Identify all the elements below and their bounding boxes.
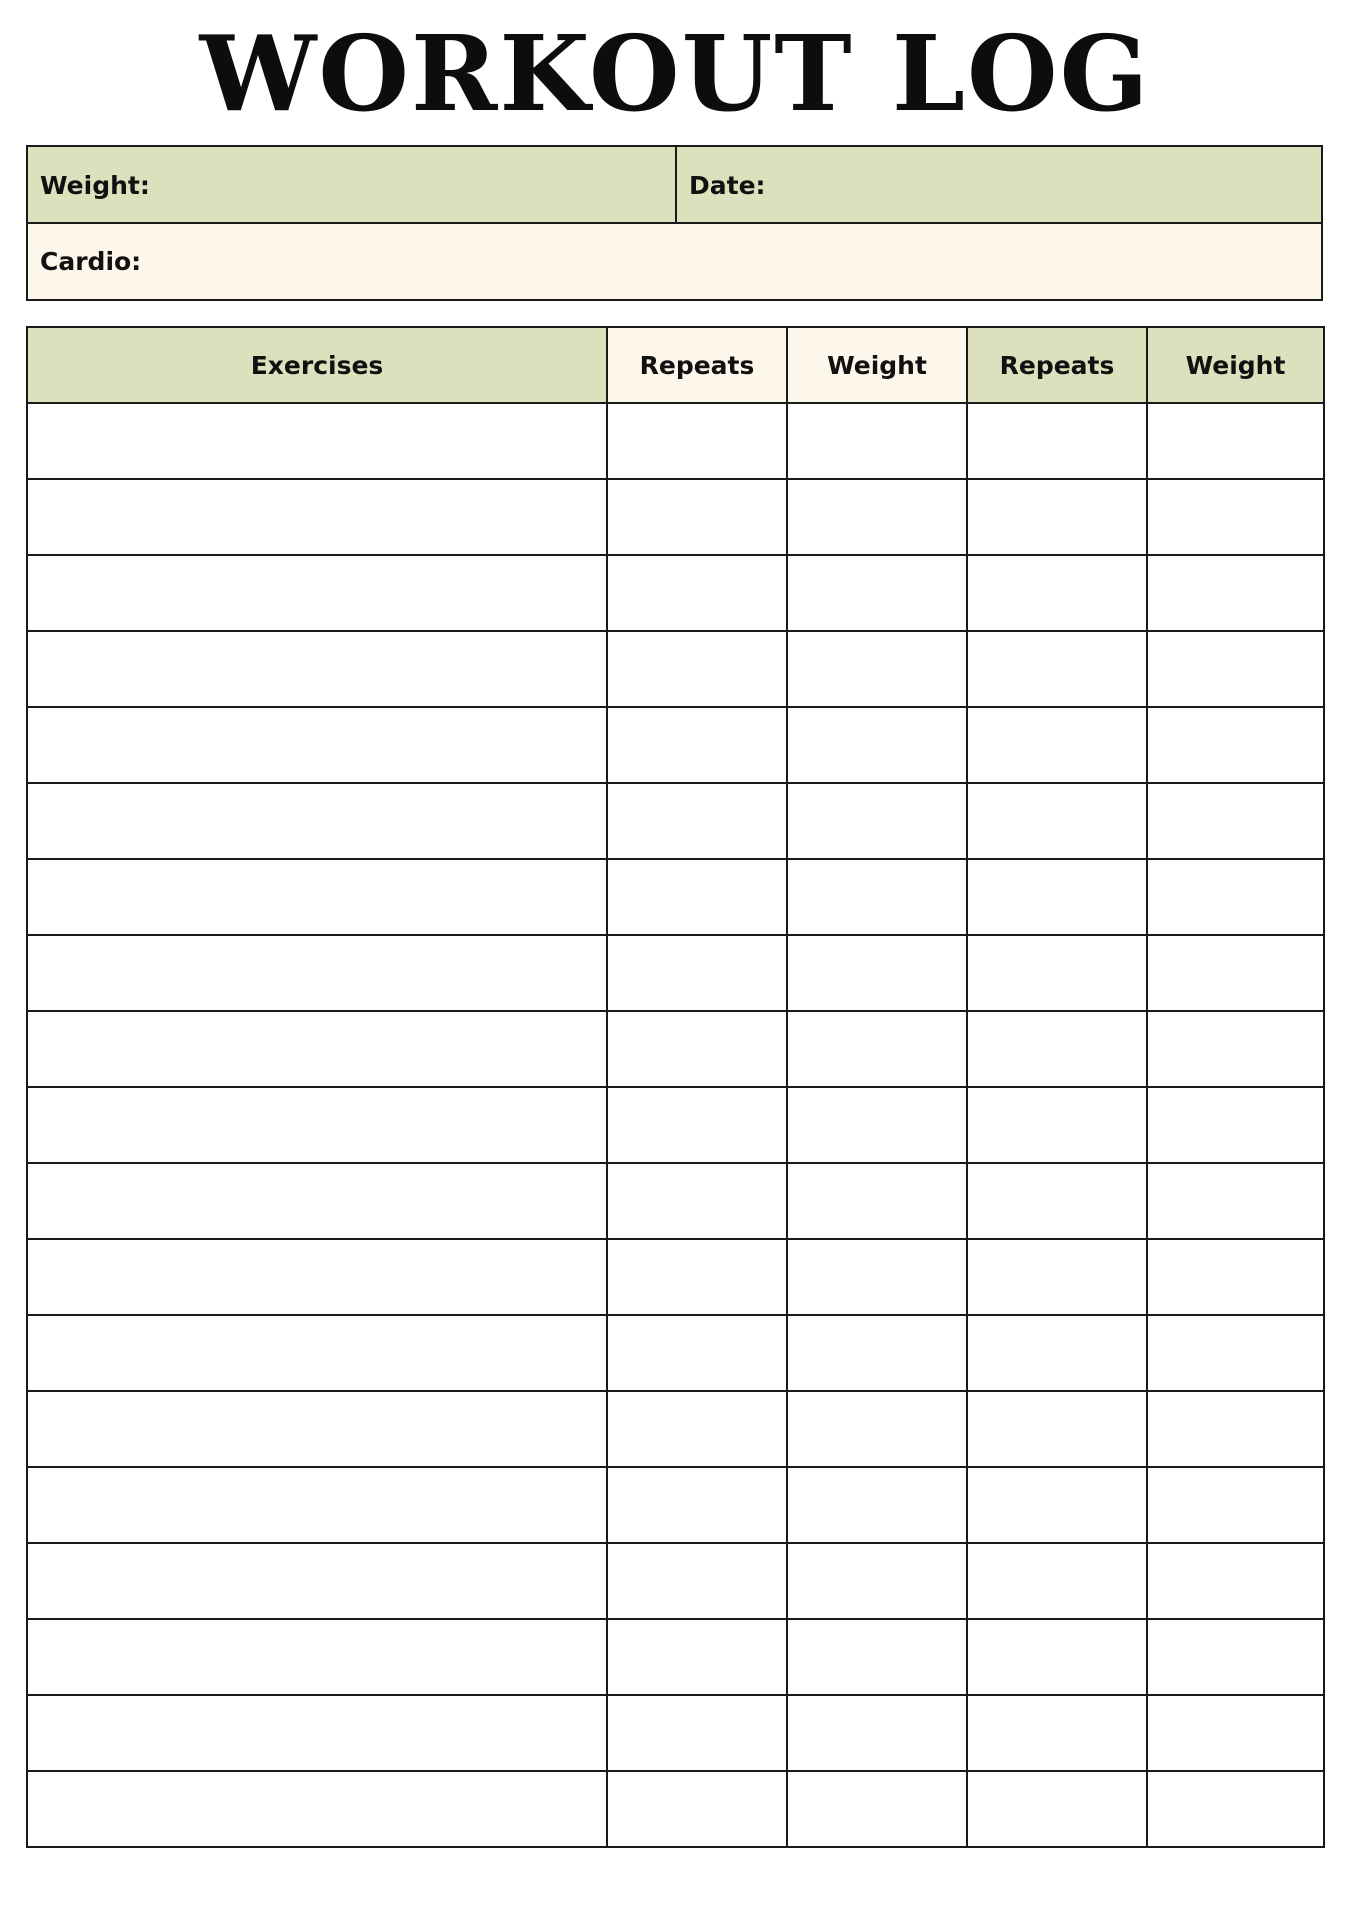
table-row xyxy=(27,1695,1324,1771)
repeats-cell-1[interactable] xyxy=(607,1391,787,1467)
weight-cell-2[interactable] xyxy=(1147,935,1324,1011)
weight-cell-1[interactable] xyxy=(787,1391,967,1467)
repeats-cell-1[interactable] xyxy=(607,1087,787,1163)
date-label: Date: xyxy=(689,171,766,200)
weight-cell-2[interactable] xyxy=(1147,783,1324,859)
weight-cell-1[interactable] xyxy=(787,1163,967,1239)
weight-cell-1[interactable] xyxy=(787,935,967,1011)
repeats-cell-2[interactable] xyxy=(967,707,1147,783)
weight-cell-1[interactable] xyxy=(787,479,967,555)
weight-cell-2[interactable] xyxy=(1147,479,1324,555)
weight-cell-1[interactable] xyxy=(787,1619,967,1695)
table-row xyxy=(27,1163,1324,1239)
weight-cell-2[interactable] xyxy=(1147,1239,1324,1315)
exercise-cell[interactable] xyxy=(27,1543,607,1619)
weight-cell-2[interactable] xyxy=(1147,1163,1324,1239)
weight-cell-1[interactable] xyxy=(787,1771,967,1847)
date-field[interactable] xyxy=(677,147,1321,222)
repeats-cell-2[interactable] xyxy=(967,1163,1147,1239)
table-row xyxy=(27,479,1324,555)
weight-label: Weight: xyxy=(40,171,150,200)
exercise-cell[interactable] xyxy=(27,1163,607,1239)
weight-cell-2[interactable] xyxy=(1147,403,1324,479)
exercise-cell[interactable] xyxy=(27,631,607,707)
weight-cell-2[interactable] xyxy=(1147,1011,1324,1087)
exercise-cell[interactable] xyxy=(27,859,607,935)
exercise-cell[interactable] xyxy=(27,1695,607,1771)
repeats-cell-2[interactable] xyxy=(967,1771,1147,1847)
table-body xyxy=(27,403,1324,1847)
table-row xyxy=(27,1087,1324,1163)
weight-cell-2[interactable] xyxy=(1147,859,1324,935)
repeats-cell-1[interactable] xyxy=(607,1239,787,1315)
weight-cell-2[interactable] xyxy=(1147,1087,1324,1163)
exercise-cell[interactable] xyxy=(27,479,607,555)
repeats-cell-2[interactable] xyxy=(967,1391,1147,1467)
repeats-cell-2[interactable] xyxy=(967,1619,1147,1695)
repeats-cell-2[interactable] xyxy=(967,935,1147,1011)
table-row xyxy=(27,1619,1324,1695)
repeats-cell-1[interactable] xyxy=(607,707,787,783)
repeats-cell-2[interactable] xyxy=(967,1239,1147,1315)
repeats-cell-2[interactable] xyxy=(967,1543,1147,1619)
col-header-exercises: Exercises xyxy=(27,327,607,403)
repeats-cell-2[interactable] xyxy=(967,1315,1147,1391)
repeats-cell-1[interactable] xyxy=(607,1695,787,1771)
weight-cell-2[interactable] xyxy=(1147,1771,1324,1847)
weight-cell-2[interactable] xyxy=(1147,1543,1324,1619)
exercise-cell[interactable] xyxy=(27,1239,607,1315)
weight-cell-2[interactable] xyxy=(1147,555,1324,631)
repeats-cell-2[interactable] xyxy=(967,631,1147,707)
col-header-weight-1: Weight xyxy=(787,327,967,403)
info-box xyxy=(26,145,1323,301)
repeats-cell-2[interactable] xyxy=(967,783,1147,859)
exercise-cell[interactable] xyxy=(27,403,607,479)
exercise-cell[interactable] xyxy=(27,935,607,1011)
cardio-field[interactable] xyxy=(28,224,1321,299)
repeats-cell-1[interactable] xyxy=(607,1619,787,1695)
weight-cell-2[interactable] xyxy=(1147,631,1324,707)
weight-cell-2[interactable] xyxy=(1147,1467,1324,1543)
exercise-cell[interactable] xyxy=(27,1087,607,1163)
repeats-cell-2[interactable] xyxy=(967,1087,1147,1163)
workout-table xyxy=(26,326,1325,1848)
exercise-cell[interactable] xyxy=(27,1315,607,1391)
repeats-cell-2[interactable] xyxy=(967,1695,1147,1771)
weight-cell-1[interactable] xyxy=(787,1543,967,1619)
table-header-row xyxy=(27,327,1324,403)
table-row xyxy=(27,1467,1324,1543)
col-header-repeats-2: Repeats xyxy=(967,327,1147,403)
exercise-cell[interactable] xyxy=(27,1011,607,1087)
weight-field[interactable] xyxy=(28,147,677,222)
repeats-cell-1[interactable] xyxy=(607,783,787,859)
exercise-cell[interactable] xyxy=(27,1391,607,1467)
table-row xyxy=(27,403,1324,479)
repeats-cell-1[interactable] xyxy=(607,555,787,631)
exercise-cell[interactable] xyxy=(27,1619,607,1695)
table-row xyxy=(27,1391,1324,1467)
weight-cell-1[interactable] xyxy=(787,403,967,479)
weight-cell-2[interactable] xyxy=(1147,707,1324,783)
repeats-cell-1[interactable] xyxy=(607,1315,787,1391)
weight-cell-2[interactable] xyxy=(1147,1695,1324,1771)
repeats-cell-1[interactable] xyxy=(607,631,787,707)
info-row-weight-date xyxy=(28,147,1321,224)
repeats-cell-2[interactable] xyxy=(967,479,1147,555)
table-row xyxy=(27,1315,1324,1391)
weight-cell-1[interactable] xyxy=(787,631,967,707)
table-row xyxy=(27,859,1324,935)
weight-cell-1[interactable] xyxy=(787,1011,967,1087)
table-row xyxy=(27,555,1324,631)
repeats-cell-1[interactable] xyxy=(607,479,787,555)
exercise-cell[interactable] xyxy=(27,707,607,783)
repeats-cell-1[interactable] xyxy=(607,1771,787,1847)
repeats-cell-2[interactable] xyxy=(967,859,1147,935)
weight-cell-2[interactable] xyxy=(1147,1391,1324,1467)
repeats-cell-1[interactable] xyxy=(607,1163,787,1239)
table-row xyxy=(27,935,1324,1011)
repeats-cell-1[interactable] xyxy=(607,403,787,479)
weight-cell-2[interactable] xyxy=(1147,1315,1324,1391)
weight-cell-1[interactable] xyxy=(787,783,967,859)
exercise-cell[interactable] xyxy=(27,783,607,859)
weight-cell-1[interactable] xyxy=(787,1315,967,1391)
weight-cell-1[interactable] xyxy=(787,1239,967,1315)
weight-cell-1[interactable] xyxy=(787,707,967,783)
repeats-cell-2[interactable] xyxy=(967,403,1147,479)
weight-cell-1[interactable] xyxy=(787,1467,967,1543)
table-row xyxy=(27,631,1324,707)
exercise-cell[interactable] xyxy=(27,1467,607,1543)
repeats-cell-2[interactable] xyxy=(967,1011,1147,1087)
table-row xyxy=(27,783,1324,859)
table-row xyxy=(27,1771,1324,1847)
repeats-cell-1[interactable] xyxy=(607,935,787,1011)
weight-cell-1[interactable] xyxy=(787,555,967,631)
col-header-repeats-1: Repeats xyxy=(607,327,787,403)
repeats-cell-2[interactable] xyxy=(967,555,1147,631)
exercise-cell[interactable] xyxy=(27,1771,607,1847)
page-title: WORKOUT LOG xyxy=(199,12,1151,135)
weight-cell-1[interactable] xyxy=(787,859,967,935)
exercise-cell[interactable] xyxy=(27,555,607,631)
weight-cell-1[interactable] xyxy=(787,1695,967,1771)
repeats-cell-1[interactable] xyxy=(607,1467,787,1543)
table-row xyxy=(27,707,1324,783)
repeats-cell-1[interactable] xyxy=(607,859,787,935)
repeats-cell-2[interactable] xyxy=(967,1467,1147,1543)
repeats-cell-1[interactable] xyxy=(607,1011,787,1087)
weight-cell-1[interactable] xyxy=(787,1087,967,1163)
table-row xyxy=(27,1239,1324,1315)
table-row xyxy=(27,1011,1324,1087)
cardio-label: Cardio: xyxy=(40,247,142,276)
weight-cell-2[interactable] xyxy=(1147,1619,1324,1695)
table-row xyxy=(27,1543,1324,1619)
col-header-weight-2: Weight xyxy=(1147,327,1324,403)
repeats-cell-1[interactable] xyxy=(607,1543,787,1619)
